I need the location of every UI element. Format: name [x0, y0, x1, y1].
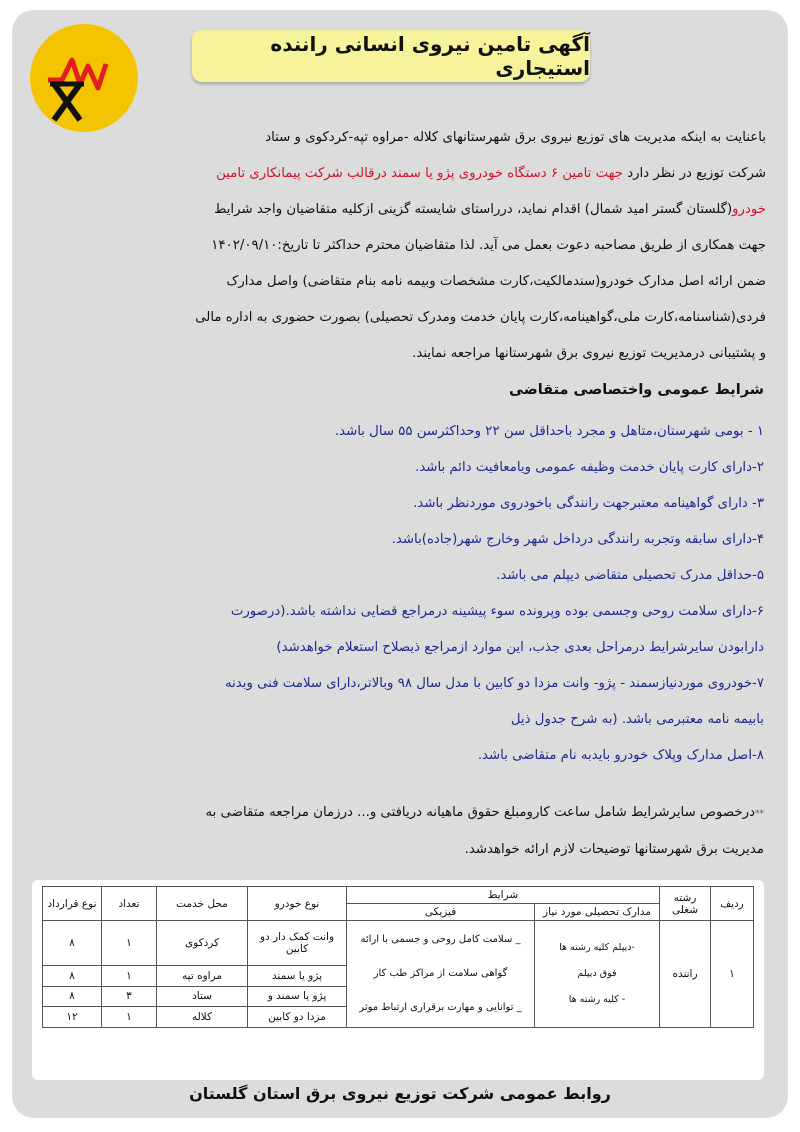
cell-count: ۱	[102, 921, 157, 966]
table-header-row	[43, 887, 754, 904]
condition-item: ۱ - بومی شهرستان،متاهل و مجرد باحداقل سن ۲۲ وحداکثرسن ۵۵ سال باشد.	[334, 424, 764, 439]
cell-location: ستاد	[157, 986, 248, 1007]
intro-line: و پشتیبانی درمدیریت توزیع نیروی برق شهرستانها مراجعه نمایند.	[412, 346, 766, 361]
intro-line: جهت همکاری از طریق مصاحبه دعوت بعمل می آید. لذا متقاضیان محترم حداکثر تا تاریخ:۱۴۰۲/۰۹/۱۰	[211, 238, 766, 253]
header-location: محل خدمت	[157, 887, 248, 921]
cell-count: ۳	[102, 986, 157, 1007]
cell-row-no: ۱	[711, 921, 754, 1028]
cell-vehicle: وانت کمک دار دو کابین	[248, 921, 347, 966]
cell-count: ۱	[102, 1007, 157, 1028]
header-row-no: ردیف	[711, 887, 754, 921]
conditions-list	[34, 414, 764, 774]
cell-contract: ۸	[43, 921, 102, 966]
cell-contract: ۸	[43, 986, 102, 1007]
cell-location: مراوه تپه	[157, 966, 248, 987]
condition-item: دارابودن سایرشرایط درمراحل بعدی جذب، این موارد ازمراجع ذیصلاح استعلام خواهدشد)	[276, 640, 764, 655]
note-paragraph	[34, 795, 764, 868]
intro-line: ضمن ارائه اصل مدارک خودرو(سندمالکیت،کارت مشخصات وبیمه نامه بنام متقاضی) واصل مدارک	[226, 274, 766, 289]
note-line: **درخصوص سایرشرایط شامل ساعت کارومبلغ حقوق ماهیانه دریافتی و... درزمان مراجعه متقاضی به	[205, 805, 764, 820]
cell-count: ۱	[102, 966, 157, 987]
cell-job: راننده	[660, 921, 711, 1028]
condition-item: ۶-دارای سلامت روحی وجسمی بوده وپرونده سوء پیشینه درمراجع قضایی نداشته باشد.(درصورت	[230, 604, 764, 619]
conditions-heading: شرایط عمومی واختصاصی متقاضی	[509, 382, 764, 398]
intro-line: خودرو(گلستان گستر امید شمال) اقدام نماید، درراستای شایسته گزینی ازکلیه متقاضیان واجد شرایط	[214, 202, 766, 217]
positions-table	[42, 886, 754, 1028]
logo-electric-icon	[28, 22, 140, 134]
header-count: تعداد	[102, 887, 157, 921]
cell-contract: ۸	[43, 966, 102, 987]
cell-physical: _ سلامت کامل روحی و جسمی با ارائه گواهی سلامت از مراکز طب کار _ توانایی و مهارت برقراری ارتباط موثر	[347, 921, 535, 1028]
header-education: مدارک تحصیلی مورد نیاز	[535, 904, 660, 921]
header-vehicle: نوع خودرو	[248, 887, 347, 921]
condition-item: ۵-حداقل مدرک تحصیلی متقاضی دیپلم می باشد.	[496, 568, 764, 583]
header-contract: نوع قرارداد	[43, 887, 102, 921]
note-star: **	[755, 809, 764, 819]
condition-item: بابیمه نامه معتبرمی باشد. (به شرح جدول ذیل	[510, 712, 764, 727]
note-line: مدیریت برق شهرستانها توضیحات لازم ارائه خواهدشد.	[464, 842, 764, 857]
cell-location: کلاله	[157, 1007, 248, 1028]
condition-item: ۴-دارای سابقه وتجربه رانندگی درداخل شهر وخارج شهر(جاده)باشد.	[391, 532, 764, 547]
cell-education: -دیپلم کلیه رشته ها فوق دیپلم - کلیه رشته ها	[535, 921, 660, 1028]
intro-line: شرکت توزیع در نظر دارد جهت تامین ۶ دستگاه خودروی پژو یا سمند درقالب شرکت پیمانکاری تامین	[216, 166, 766, 181]
positions-table-wrap	[32, 880, 764, 1080]
intro-paragraph	[34, 120, 766, 372]
condition-item: ۳- دارای گواهینامه معتبرجهت رانندگی باخودروی موردنظر باشد.	[413, 496, 764, 511]
intro-highlight: جهت تامین ۶ دستگاه خودروی پژو یا سمند درقالب شرکت پیمانکاری تامین	[216, 166, 623, 181]
table-row	[43, 921, 754, 966]
header-physical: فیزیکی	[347, 904, 535, 921]
intro-line: باعنایت به اینکه مدیریت های توزیع نیروی برق شهرستانهای کلاله -مراوه تپه-کردکوی و ستاد	[265, 130, 766, 145]
cell-vehicle: پژو یا سمند	[248, 966, 347, 987]
cell-vehicle: مزدا دو کابین	[248, 1007, 347, 1028]
page-title: آگهی تامین نیروی انسانی راننده استیجاری	[192, 30, 590, 82]
header-job: رشته شغلی	[660, 887, 711, 921]
cell-vehicle: پژو یا سمند و	[248, 986, 347, 1007]
intro-line: فردی(شناسنامه،کارت ملی،گواهینامه،کارت پایان خدمت ومدرک تحصیلی) بصورت حضوری به اداره مالی	[195, 310, 766, 325]
intro-highlight: خودرو	[732, 202, 766, 217]
footer-publisher: روابط عمومی شرکت توزیع نیروی برق استان گلستان	[189, 1084, 611, 1103]
condition-item: ۷-خودروی موردنیازسمند - پژو- وانت مزدا دو کابین با مدل سال ۹۸ وبالاتر،دارای سلامت فنی وبدنه	[224, 676, 764, 691]
cell-location: کردکوی	[157, 921, 248, 966]
header-conditions: شرایط	[347, 887, 660, 904]
condition-item: ۲-دارای کارت پایان خدمت وظیفه عمومی ویامعافیت دائم باشد.	[415, 460, 764, 475]
condition-item: ۸-اصل مدارک وپلاک خودرو بایدبه نام متقاضی باشد.	[477, 748, 764, 763]
cell-contract: ۱۲	[43, 1007, 102, 1028]
